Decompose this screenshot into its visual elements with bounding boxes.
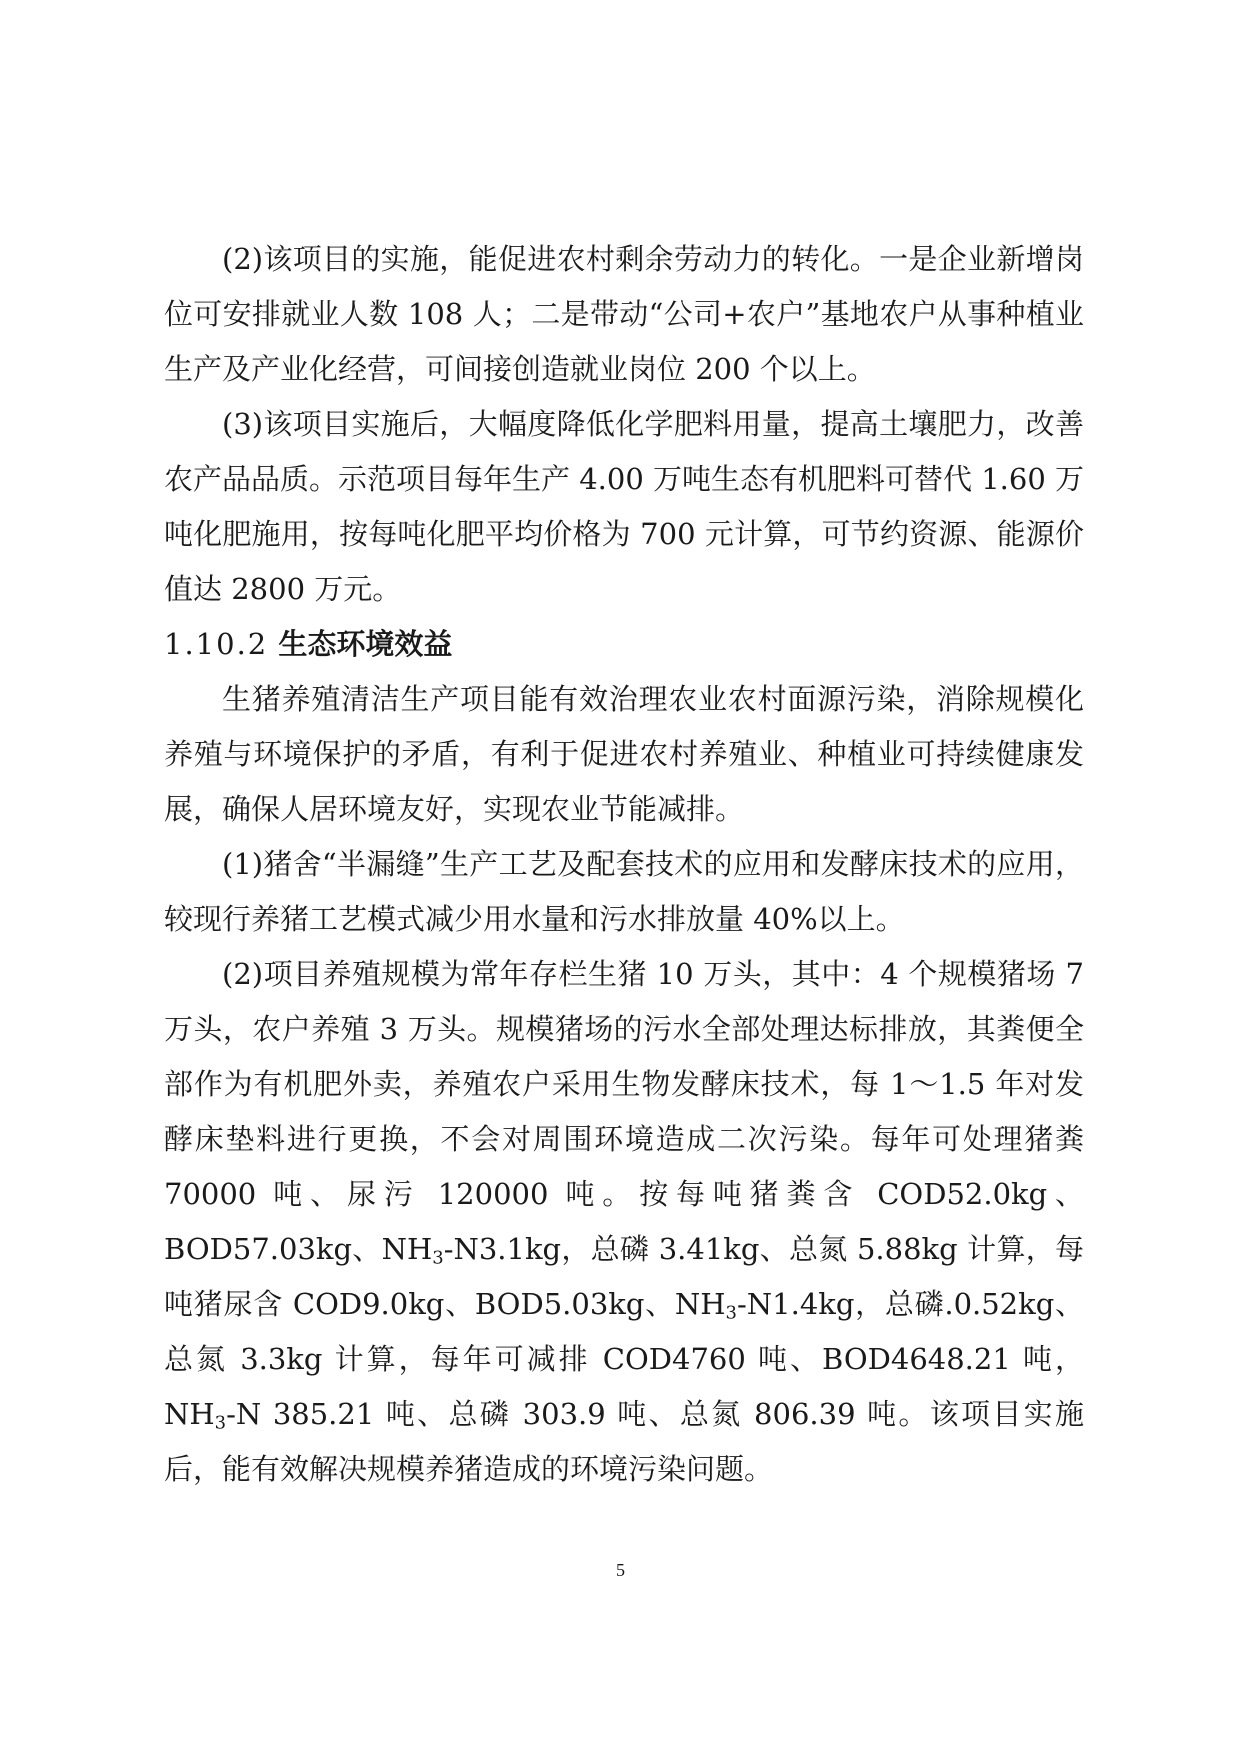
subscript-3-a: 3 [432,1247,444,1269]
item2-text-part4: -N 385.21 吨、总磷 303.9 吨、总氮 806.39 吨。该项目实施后，能有效解决规模养猪造成的环境污染问题。 [164,1397,1084,1486]
section-heading [164,617,1084,672]
section-number: 1.10.2 [164,627,269,661]
paragraph-intro: 生猪养殖清洁生产项目能有效治理农业农村面源污染，消除规模化养殖与环境保护的矛盾，有利于促进农村养殖业、种植业可持续健康发展，确保人居环境友好，实现农业节能减排。 [164,682,1084,826]
paragraph-item-1: (1)猪舍“半漏缝”生产工艺及配套技术的应用和发酵床技术的应用，较现行养猪工艺模式减少用水量和污水排放量 40%以上。 [164,847,1084,936]
subscript-3-c: 3 [214,1412,227,1434]
document-body [164,232,1084,1497]
paragraph-item-2 [164,947,1084,1497]
page-number: 5 [616,1560,625,1580]
paragraph-employment: (2)该项目的实施，能促进农村剩余劳动力的转化。一是企业新增岗位可安排就业人数 108 人；二是带动“公司+农户”基地农户从事种植业生产及产业化经营，可间接创造就业岗位 200 个以上。 [164,242,1084,386]
paragraph-fertilizer: (3)该项目实施后，大幅度降低化学肥料用量，提高土壤肥力，改善农产品品质。示范项目每年生产 4.00 万吨生态有机肥料可替代 1.60 万吨化肥施用，按每吨化肥平均价格为 700 元计算，可节约资源、能源价值达 2800 万元。 [164,407,1085,606]
section-title: 生态环境效益 [278,627,453,661]
item2-text-part3: -N1.4kg，总磷.0.52kg、总氮 3.3kg 计算，每年可减排 COD4760 吨、BOD4648.21 吨，NH [164,1287,1085,1431]
subscript-3-b: 3 [725,1302,737,1324]
item2-text-part2: -N3.1kg，总磷 3.41kg、总氮 5.88kg 计算，每吨猪尿含 COD9.0kg、BOD5.03kg、NH [164,1232,1085,1321]
item2-text-part1: (2)项目养殖规模为常年存栏生猪 10 万头，其中：4 个规模猪场 7 万头，农户养殖 3 万头。规模猪场的污水全部处理达标排放，其粪便全部作为有机肥外卖，养殖农户采用生物发酵床技术，每 1～1.5 年对发酵床垫料进行更换，不会对周围环境造成二次污染。每年可处理猪粪 70000 吨、尿污 120000 吨。按每吨猪粪含 COD52.0kg、BOD57.03kg、NH [164,957,1084,1266]
